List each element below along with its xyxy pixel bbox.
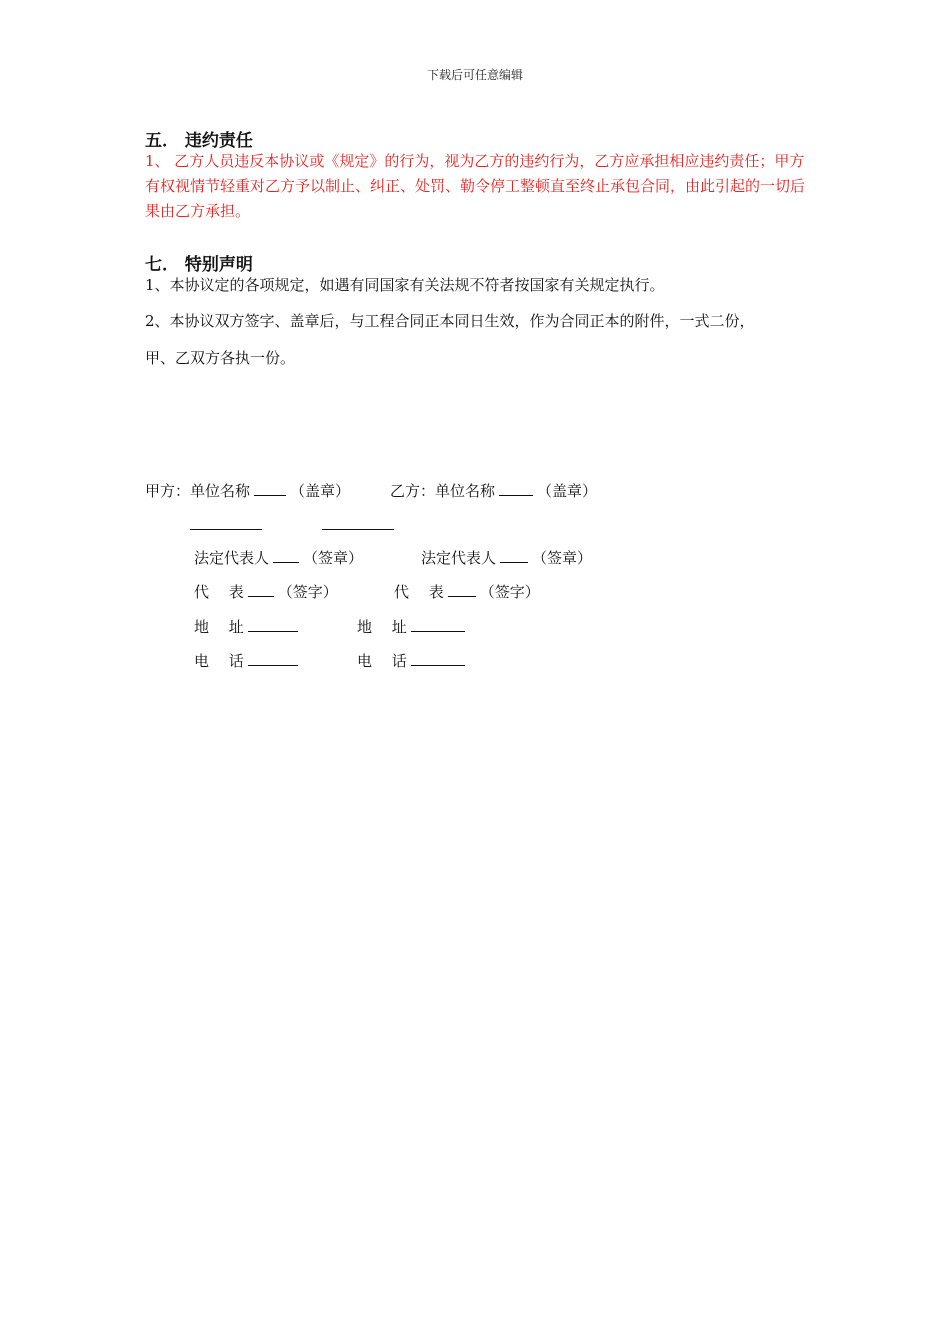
party-b-name-blank[interactable] <box>499 481 533 496</box>
party-b-phone-blank[interactable] <box>411 651 465 666</box>
party-a-label: 甲方：单位名称 <box>145 482 251 500</box>
party-b-phone-row <box>357 651 469 671</box>
party-a-phone-row <box>194 651 302 671</box>
party-b-address-row <box>357 617 469 637</box>
section-5-item-1: 1、 乙方人员违反本协议或《规定》的行为，视为乙方的违约行为，乙方应承担相应违约责任；甲方有权视情节轻重对乙方予以制止、纠正、处罚、勒令停工整顿直至终止承包合同，由此引起的一切后果由乙方承担。 <box>145 152 806 220</box>
party-a-phone-blank[interactable] <box>248 651 298 666</box>
party-a-address-row <box>194 617 302 637</box>
party-a-sign-seal-note: （签章） <box>303 549 364 567</box>
section-7-item-2-line-2: 甲、乙双方各执一份。 <box>145 349 296 367</box>
section-5-title: 五． 违约责任 <box>145 131 253 151</box>
section-7-title: 七． 特别声明 <box>145 255 253 275</box>
party-b-address-blank[interactable] <box>411 617 465 632</box>
party-b-seal-note: （盖章） <box>537 482 598 500</box>
party-a-seal-note: （盖章） <box>290 482 351 500</box>
party-b-address-label: 地 址 <box>357 618 407 636</box>
section-7-item-1: 1、本协议定的各项规定，如遇有同国家有关法规不符者按国家有关规定执行。 <box>145 276 665 294</box>
party-a-legal-rep-blank[interactable] <box>273 548 299 563</box>
party-a-address-label: 地 址 <box>194 618 244 636</box>
party-b-legal-rep-row <box>421 548 592 568</box>
party-b-phone-label: 电 话 <box>357 652 407 670</box>
party-b-name-continuation-blank[interactable] <box>322 529 394 530</box>
header-note: 下载后可任意编辑 <box>426 68 523 82</box>
party-a-sign-note: （签字） <box>277 583 338 601</box>
party-b-label: 乙方：单位名称 <box>390 482 496 500</box>
party-b-sign-note: （签字） <box>479 583 540 601</box>
party-b-legal-rep-label: 法定代表人 <box>421 549 497 567</box>
party-a-rep-row <box>194 582 338 602</box>
party-a-legal-rep-label: 法定代表人 <box>194 549 270 567</box>
party-b-rep-row <box>394 582 540 602</box>
party-a-name-blank[interactable] <box>254 481 286 496</box>
party-a-name-continuation-blank[interactable] <box>190 529 262 530</box>
party-b-sign-seal-note: （签章） <box>532 549 593 567</box>
party-a-name-row <box>145 481 350 501</box>
party-a-legal-rep-row <box>194 548 363 568</box>
party-a-rep-label: 代 表 <box>194 583 244 601</box>
party-a-address-blank[interactable] <box>248 617 298 632</box>
section-7-item-2-line-1: 2、本协议双方签字、盖章后，与工程合同正本同日生效，作为合同正本的附件，一式二份， <box>145 312 755 330</box>
party-b-legal-rep-blank[interactable] <box>500 548 528 563</box>
party-b-name-row <box>390 481 597 501</box>
party-b-rep-blank[interactable] <box>448 582 476 597</box>
party-a-rep-blank[interactable] <box>248 582 274 597</box>
party-b-rep-label: 代 表 <box>394 583 444 601</box>
party-a-phone-label: 电 话 <box>194 652 244 670</box>
